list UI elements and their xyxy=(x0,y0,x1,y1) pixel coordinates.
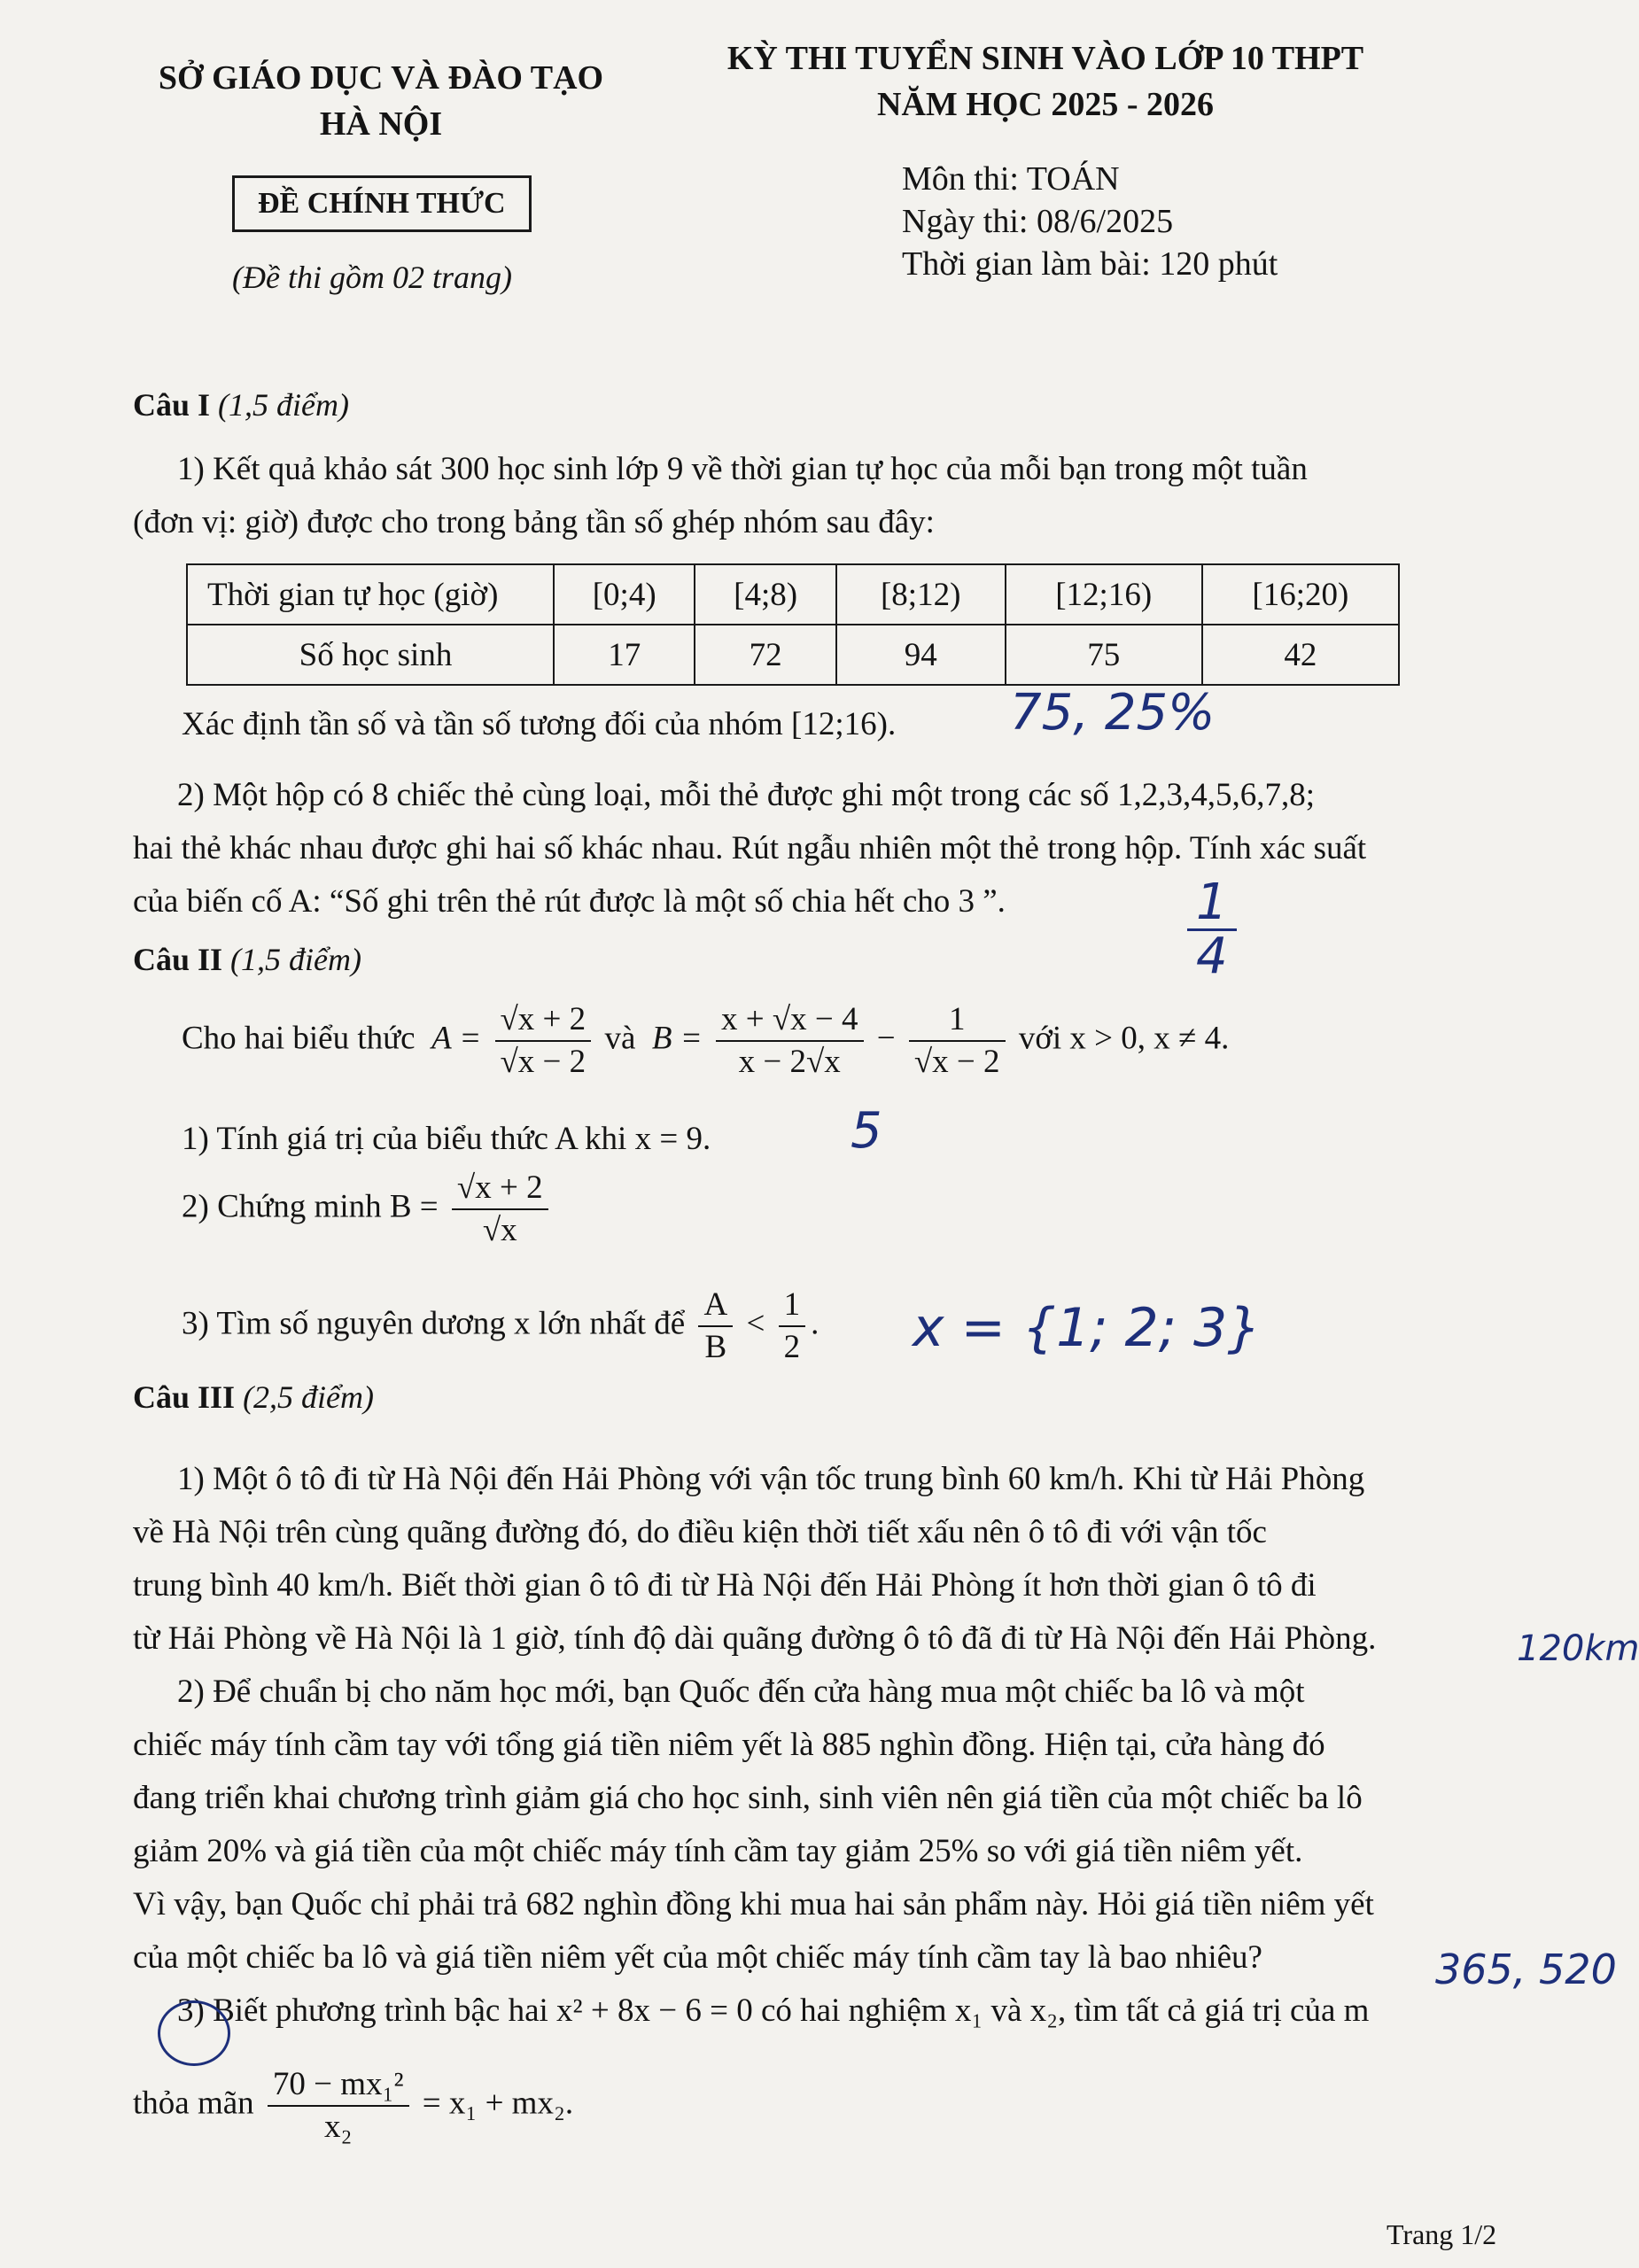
q1-part2-text: 2) Một hộp có 8 chiếc thẻ cùng loại, mỗi thẻ được ghi một trong các số 1,2,3,4,5,6,7,8; hai thẻ khác nhau được ghi hai số khác nhau. Rút ngẫu nhiên một thẻ trong hộp. Tính xác suất của biến cố A: “Số ghi trên thẻ rút được là một số chia hết cho 3 ”. xyxy=(133,777,1367,920)
question-3-heading: Câu III (2,5 điểm) xyxy=(133,1379,375,1415)
question-2-heading: Câu II (1,5 điểm) xyxy=(133,942,362,977)
official-exam-label: ĐỀ CHÍNH THỨC xyxy=(232,175,532,232)
page-number: Trang 1/2 xyxy=(1387,2218,1497,2250)
table-row xyxy=(187,564,1399,625)
table-cell: 42 xyxy=(1202,625,1399,685)
q1-part1-question: Xác định tần số và tần số tương đối của nhóm [12;16). xyxy=(182,706,897,742)
expression-a: $\frac{√x + 2}{√x - 2}$ xyxy=(495,999,592,1083)
handwritten-answer: 75, 25% xyxy=(1010,684,1216,742)
table-cell: [0;4) xyxy=(554,564,695,625)
table-cell: [8;12) xyxy=(836,564,1006,625)
handwritten-circle xyxy=(158,2000,230,2066)
table-header-cell: Số học sinh xyxy=(187,625,554,685)
table-header-cell: Thời gian tự học (giờ) xyxy=(187,564,554,625)
department-name: SỞ GIÁO DỤC VÀ ĐÀO TẠO HÀ NỘI xyxy=(158,59,604,143)
q2-item-3: 3) Tìm số nguyên dương x lớn nhất để $\frac{A}{B}$ < $\frac{1}{2}$ . xyxy=(182,1286,820,1365)
table-cell: [4;8) xyxy=(695,564,835,625)
expressions-definition: Cho hai biểu thức A = $\frac{√x + 2}{√x - 2}$ và B = $\frac{x + √x - 4}{x - 2√x}$ − $\frac{1}{√x - 2}$ với x > 0, x ≠ 4. xyxy=(182,999,1229,1083)
q3-item-3-condition: thỏa mãn $\frac{\text{70 − mx₁²}}{\text{x₂}}$ = x₁ + mx₂. xyxy=(133,2066,574,2145)
table-cell: 94 xyxy=(836,625,1006,685)
table-row xyxy=(187,625,1399,685)
exam-duration: Thời gian làm bài: 120 phút xyxy=(902,245,1278,283)
pages-note: (Đề thi gồm 02 trang) xyxy=(232,260,512,295)
q2-item-1: 1) Tính giá trị của biểu thức A khi x = 9. xyxy=(182,1121,711,1157)
q2-item-2: 2) Chứng minh B = $\frac{√x + 2}{√x}$ xyxy=(182,1168,554,1251)
exam-title: KỲ THI TUYỂN SINH VÀO LỚP 10 THPT NĂM HỌC 2025 - 2026 xyxy=(726,40,1364,123)
table-cell: [12;16) xyxy=(1006,564,1202,625)
frequency-table xyxy=(186,563,1400,686)
expression-b-term1: $\frac{x + √x - 4}{x - 2√x}$ xyxy=(716,999,864,1083)
exam-date: Ngày thi: 08/6/2025 xyxy=(902,203,1174,240)
table-cell: [16;20) xyxy=(1202,564,1399,625)
handwritten-answer: 120km xyxy=(1517,1628,1639,1669)
table-cell: 75 xyxy=(1006,625,1202,685)
q3-text: 1) Một ô tô đi từ Hà Nội đến Hải Phòng với vận tốc trung bình 60 km/h. Khi từ Hải Phòng về Hà Nội trên cùng quãng đường đó, do điều kiện thời tiết xấu nên ô tô đi với vận tốc trung bình 40 km/h. Biết thời gian ô tô đi từ Hà Nội đến Hải Phòng ít hơn thời gian ô tô đi từ Hải Phòng về Hà Nội là 1 giờ, tính độ dài quãng đường ô tô đã đi từ Hà Nội đến Hải Phòng. 2) Để chuẩn bị cho năm học mới, bạn Quốc đến cửa hàng mua một chiếc ba lô và một chiếc máy tính cầm tay với tổng giá tiền niêm yết là 885 nghìn đồng. Hiện tại, cửa hàng đó đang triển khai chương trình giảm giá cho học sinh, sinh viên nên giá tiền của một chiếc ba lô giảm 20% và giá tiền của một chiếc máy tính cầm tay giảm 25% so với giá tiền niêm yết. Vì vậy, bạn Quốc chỉ phải trả 682 nghìn đồng khi mua hai sản phẩm này. Hỏi giá tiền niêm yết của một chiếc ba lô và giá tiền niêm yết của một chiếc máy tính cầm tay là bao nhiêu? 3) Biết phương trình bậc hai x² + 8x − 6 = 0 có hai nghiệm x₁ và x₂, tìm tất cả giá trị của m xyxy=(133,1461,1377,2029)
exam-meta xyxy=(902,158,1278,285)
q1-part1-text: 1) Kết quả khảo sát 300 học sinh lớp 9 về thời gian tự học của mỗi bạn trong một tuần (đơn vị: giờ) được cho trong bảng tần số ghép nhóm sau đây: xyxy=(133,451,1308,540)
handwritten-answer: 5 xyxy=(851,1102,882,1160)
table-cell: 17 xyxy=(554,625,695,685)
expression-b-term2: $\frac{1}{√x - 2}$ xyxy=(909,999,1006,1083)
subject: Môn thi: TOÁN xyxy=(902,160,1120,198)
handwritten-answer: 365, 520 xyxy=(1435,1946,1617,1993)
question-1-heading: Câu I (1,5 điểm) xyxy=(133,387,349,423)
handwritten-fraction: 1 4 xyxy=(1187,877,1237,983)
table-cell: 72 xyxy=(695,625,835,685)
handwritten-answer: x = {1; 2; 3} xyxy=(913,1297,1262,1359)
